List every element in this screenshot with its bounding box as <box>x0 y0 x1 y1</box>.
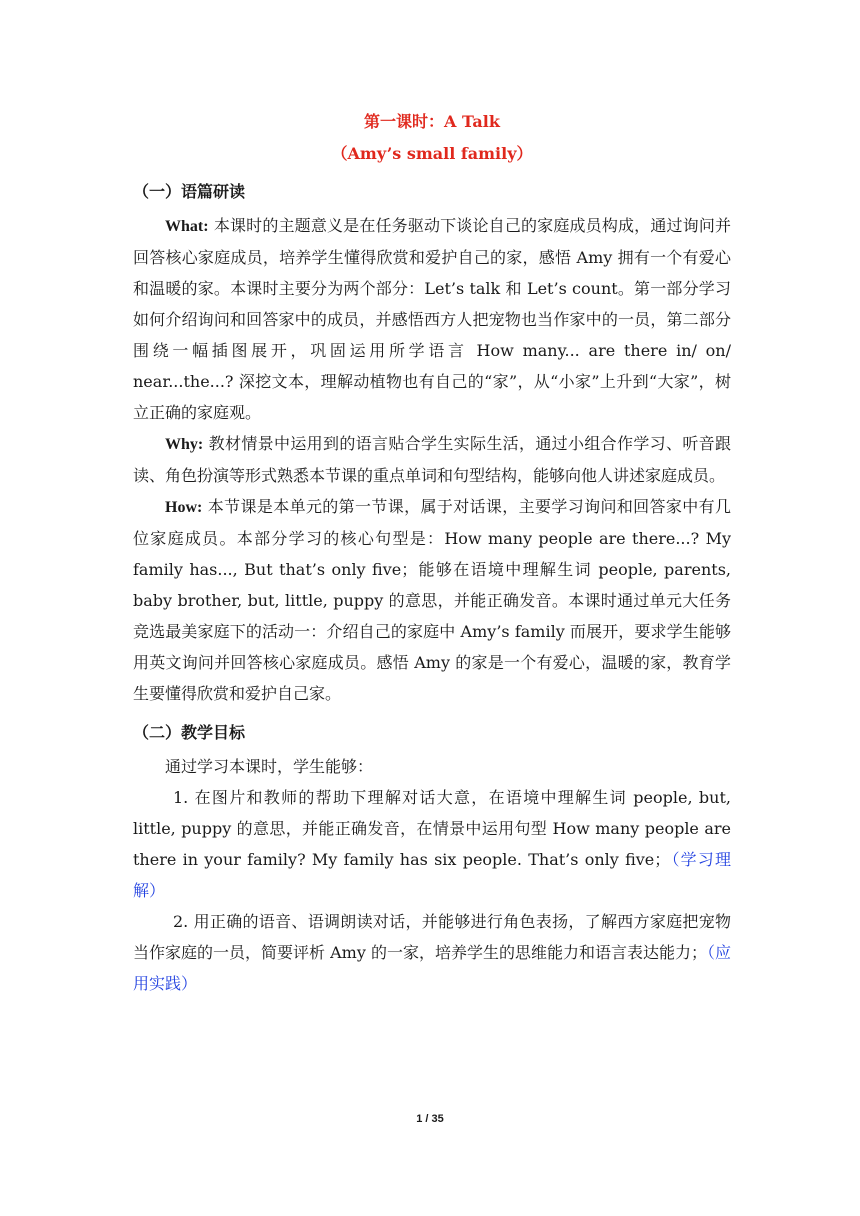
lesson-subtitle: （Amy’s small family） <box>331 144 533 163</box>
goal-item-2 <box>133 906 731 999</box>
how-paragraph <box>133 491 731 709</box>
what-text: 本课时的主题意义是在任务驱动下谈论自己的家庭成员构成，通过询问并回答核心家庭成员，培养学生懂得欣赏和爱护自己的家，感悟 Amy 拥有一个有爱心和温暖的家。本课时主要分为两个部分：Let’s talk 和 Let’s count。第一部分学习如何介绍询问和回答家中的成员，并感悟西方人把宠物也当作家中的一员，第二部分围绕一幅插图展开，巩固运用所学语言 How many... are there in/ on/ near...the...? 深挖文本，理解动植物也有自己的“家”，从“小家”上升到“大家”，树立正确的家庭观。 <box>133 216 731 422</box>
why-label: Why: <box>165 436 204 453</box>
page-content <box>133 106 731 999</box>
how-label: How: <box>165 499 203 516</box>
goal-2-text: 2. 用正确的语音、语调朗读对话，并能够进行角色表扬，了解西方家庭把宠物当作家庭的一员，简要评析 Amy 的一家，培养学生的思维能力和语言表达能力； <box>133 912 731 962</box>
what-label: What: <box>165 218 209 235</box>
goal-1-tag: （学习理解） <box>133 850 731 900</box>
section-heading-text-study: （一）语篇研读 <box>133 182 246 201</box>
why-text: 教材情景中运用到的语言贴合学生实际生活，通过小组合作学习、听音跟读、角色扮演等形式熟悉本节课的重点单词和句型结构，能够向他人讲述家庭成员。 <box>133 434 731 485</box>
goal-1-text: 1. 在图片和教师的帮助下理解对话大意，在语境中理解生词 people, but, little, puppy 的意思，并能正确发音，在情景中运用句型 How many people are there in your family? My family has six people. That’s only five； <box>133 788 731 869</box>
lesson-title: 第一课时：A Talk <box>364 112 500 131</box>
goal-item-1 <box>133 782 731 906</box>
how-text: 本节课是本单元的第一节课，属于对话课，主要学习询问和回答家中有几位家庭成员。本部分学习的核心句型是：How many people are there...? My family has..., But that’s only five；能够在语境中理解生词 people, parents, baby brother, but, little, puppy 的意思，并能正确发音。本课时通过单元大任务竞选最美家庭下的活动一：介绍自己的家庭中 Amy’s family 而展开，要求学生能够用英文询问并回答核心家庭成员。感悟 Amy 的家是一个有爱心，温暖的家，教育学生要懂得欣赏和爱护自己家。 <box>133 497 731 703</box>
why-paragraph <box>133 428 731 491</box>
what-paragraph <box>133 210 731 428</box>
goal-2-tag: （应用实践） <box>133 943 731 993</box>
section-heading-teaching-goals: （二）教学目标 <box>133 723 246 742</box>
goals-intro: 通过学习本课时，学生能够： <box>165 757 374 776</box>
page-number: 1 / 35 <box>416 1113 444 1125</box>
